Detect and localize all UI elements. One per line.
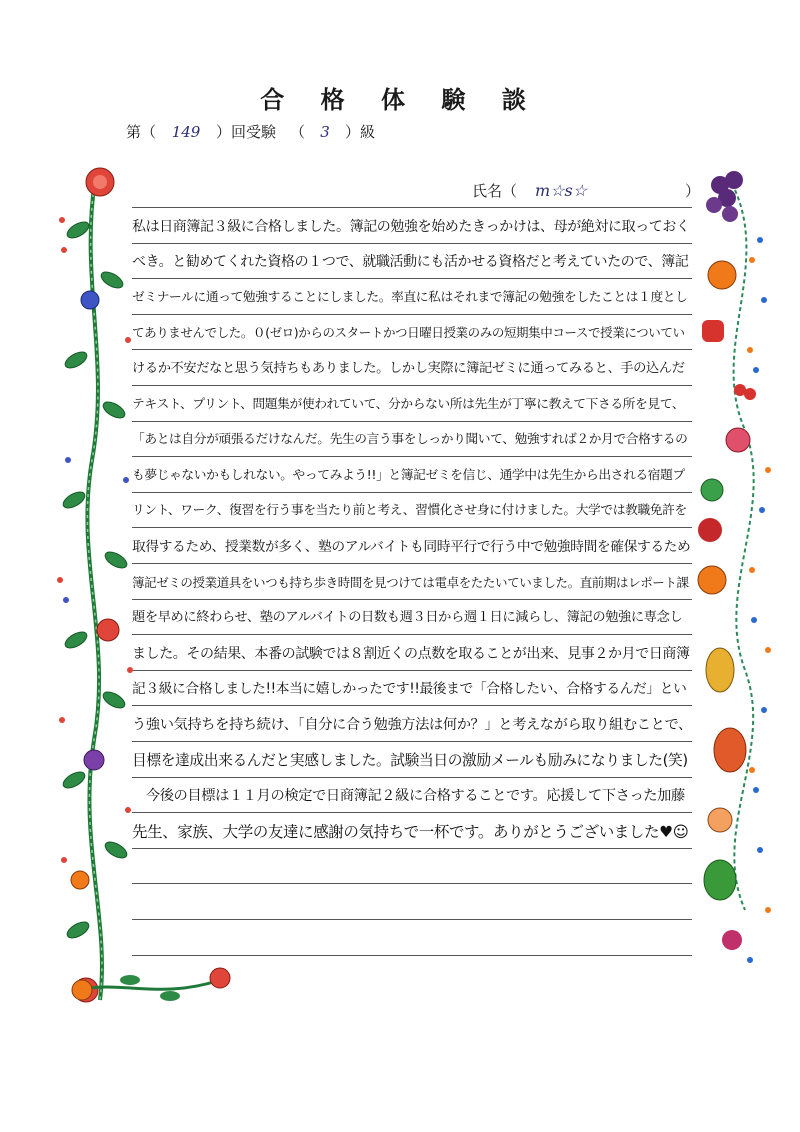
name-close: ） <box>685 182 701 200</box>
ruled-line <box>132 492 692 493</box>
ruled-line <box>132 349 692 350</box>
exam-grade: 3 <box>320 123 330 141</box>
ruled-line <box>132 812 692 813</box>
essay-line: けるか不安だなと思う気持ちもありました。しかし実際に簿記ゼミに通ってみると、手の込んだ <box>132 361 685 376</box>
exam-session-suffix: ）回受験 <box>216 123 277 141</box>
exam-grade-open: （ <box>290 123 306 141</box>
essay-line: う強い気持ちを持ち続け、「自分に合う勉強方法は何か？」と考えながら取り組むことで、 <box>132 717 692 733</box>
essay-line: テキスト、プリント、問題集が使われていて、分からない所は先生が丁寧に教えて下さる所を見て、 <box>132 397 685 412</box>
ruled-line <box>132 207 692 208</box>
ruled-line <box>132 563 692 564</box>
ruled-line <box>132 421 692 422</box>
document-title: 合 格 体 験 談 <box>260 85 540 114</box>
essay-line: 私は日商簿記３級に合格しました。簿記の勉強を始めたきっかけは、母が絶対に取っておく <box>132 219 690 235</box>
ruled-line <box>132 456 692 457</box>
ruled-line <box>132 848 692 849</box>
essay-line: 先生、家族、大学の友達に感謝の気持ちで一杯です。ありがとうございました♥☺ <box>132 823 689 841</box>
essay-line: リント、ワーク、復習を行う事を当たり前と考え、習慣化させ身に付けました。大学では教職免許を <box>132 503 687 518</box>
ruled-line <box>132 634 692 635</box>
ruled-line <box>132 243 692 244</box>
essay-line: も夢じゃないかもしれない。やってみよう!!」と簿記ゼミを信じ、通学中は先生から出される宿題プ <box>132 468 685 483</box>
essay-line: 取得するため、授業数が多く、塾のアルバイトも同時平行で行う中で勉強時間を確保するため <box>132 539 691 555</box>
essay-line: ました。その結果、本番の試験では８割近くの点数を取ることが出来、見事２か月で日商簿 <box>132 646 690 662</box>
exam-session-number: 149 <box>171 123 201 141</box>
ruled-line <box>132 741 692 742</box>
essay-line: 目標を達成出来るんだと実感しました。試験当日の激励メールも励みになりました(笑) <box>132 752 688 769</box>
flower-vine-border-bottom <box>70 950 240 1010</box>
flower-vine-border-left <box>50 160 140 1020</box>
ruled-line <box>132 777 692 778</box>
exam-info-line <box>126 121 375 142</box>
essay-line: 今後の目標は１１月の検定で日商簿記２級に合格することです。応援して下さった加藤 <box>132 788 685 804</box>
essay-line: 題を早めに終わらせ、塾のアルバイトの日数も週３日から週１日に減らし、簿記の勉強に専念し <box>132 610 683 625</box>
name-label: 氏名（ <box>472 182 518 200</box>
ruled-line <box>132 599 692 600</box>
ruled-line <box>132 385 692 386</box>
essay-line: てありませんでした。０(ゼロ)からのスタートかつ日曜日授業のみの短期集中コースで授業についてい <box>132 325 685 340</box>
essay-line: 記３級に合格しました!!本当に嬉しかったです!!最後まで「合格したい、合格するんだ」とい <box>132 681 687 697</box>
essay-line: 「あとは自分が頑張るだけなんだ。先生の言う事をしっかり聞いて、勉強すれば２か月で合格するの <box>132 432 688 447</box>
exam-prefix: 第（ <box>126 123 157 141</box>
ruled-line <box>132 670 692 671</box>
essay-line: べき。と勧めてくれた資格の１つで、就職活動にも活かせる資格だと考えていたので、簿記 <box>132 254 689 270</box>
ruled-line <box>132 278 692 279</box>
essay-line: ゼミナールに通って勉強することにしました。率直に私はそれまで簿記の勉強をしたことは１度とし <box>132 290 688 305</box>
ruled-line <box>132 919 692 920</box>
ruled-line <box>132 705 692 706</box>
ruled-line <box>132 527 692 528</box>
name-value: m☆s☆ <box>535 181 588 200</box>
essay-line: 簿記ゼミの授業道具をいつも持ち歩き時間を見つけては電卓をたたいていました。直前期はレポート課 <box>132 575 689 590</box>
ruled-line <box>132 314 692 315</box>
fruit-bead-border-right <box>690 150 780 980</box>
name-line <box>472 180 700 201</box>
ruled-line <box>132 883 692 884</box>
exam-grade-suffix: ）級 <box>345 123 376 141</box>
